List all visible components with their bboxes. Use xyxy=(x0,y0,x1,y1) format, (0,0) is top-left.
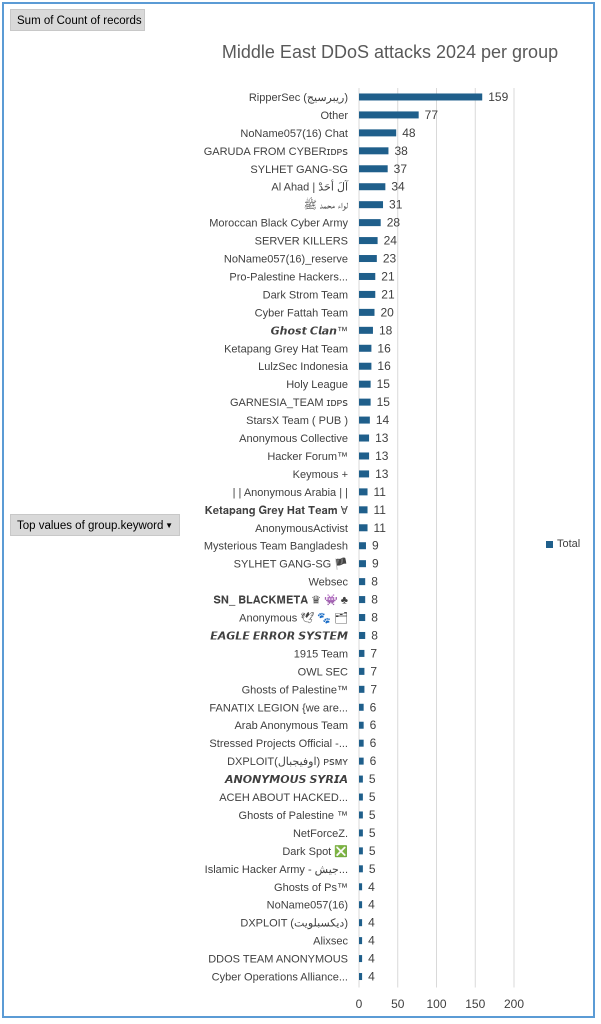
category-label: OWL SEC xyxy=(297,666,348,679)
category-label: Moroccan Black Cyber Army xyxy=(209,217,348,230)
data-label: 8 xyxy=(371,628,378,643)
category-label: Ghosts of Ps™ xyxy=(274,881,348,894)
data-label: 4 xyxy=(368,897,375,912)
data-label: 7 xyxy=(370,646,378,661)
bar xyxy=(359,955,362,962)
category-label: SYLHET GANG-SG 🏴 xyxy=(233,558,348,571)
category-label: Hacker Forum™ xyxy=(267,450,348,463)
bar xyxy=(359,865,363,872)
category-label: | | Anonymous Arabia | | xyxy=(232,486,348,499)
category-label: Holy League xyxy=(286,379,348,392)
data-label: 5 xyxy=(368,807,376,822)
bar xyxy=(359,740,364,747)
bar xyxy=(359,811,363,818)
bar xyxy=(359,560,366,567)
bar xyxy=(359,883,362,890)
bar xyxy=(359,327,373,334)
bar xyxy=(359,237,378,244)
bar xyxy=(359,829,363,836)
data-label: 34 xyxy=(391,179,405,194)
bar xyxy=(359,201,383,208)
category-label: ACEH ABOUT HACKED... xyxy=(219,792,348,805)
data-label: 48 xyxy=(402,125,416,140)
category-label: Pro-Palestine Hackers... xyxy=(229,271,348,284)
x-tick-label: 50 xyxy=(391,997,405,1011)
bar xyxy=(359,668,364,675)
bar xyxy=(359,973,362,980)
bar xyxy=(359,794,363,801)
bar xyxy=(359,524,368,531)
data-label: 5 xyxy=(368,843,376,858)
bar xyxy=(359,722,364,729)
bar xyxy=(359,506,368,513)
data-label: 16 xyxy=(377,341,391,356)
data-label: 21 xyxy=(381,287,395,302)
category-label: LulzSec Indonesia xyxy=(258,361,348,374)
x-tick-label: 200 xyxy=(503,997,525,1011)
bar xyxy=(359,596,365,603)
category-label: Arab Anonymous Team xyxy=(234,720,348,733)
category-label: DDOS TEAM ANONYMOUS xyxy=(208,953,348,966)
category-label: Islamic Hacker Army - جيش... xyxy=(204,863,348,876)
bar xyxy=(359,291,375,298)
data-label: 38 xyxy=(394,143,408,158)
bar xyxy=(359,273,375,280)
data-label: 18 xyxy=(378,323,393,338)
data-label: 4 xyxy=(368,879,375,894)
data-label: 6 xyxy=(369,754,377,769)
bar xyxy=(359,363,371,370)
category-label: AnonymousActivist xyxy=(255,522,348,535)
data-label: 37 xyxy=(393,161,408,176)
data-label: 9 xyxy=(371,538,379,553)
bar xyxy=(359,93,482,100)
category-label: Dark Spot ❎ xyxy=(282,845,348,858)
bar xyxy=(359,847,363,854)
data-label: 15 xyxy=(376,377,390,392)
category-label: 𝐒𝐍_ 𝐁𝐋𝐀𝐂𝐊𝐌𝐄𝐓𝐀 ♛ 👾 ♣ xyxy=(213,594,348,607)
category-label: SERVER KILLERS xyxy=(254,235,348,248)
data-label: 5 xyxy=(368,772,376,787)
bar xyxy=(359,650,364,657)
data-label: 4 xyxy=(368,915,375,930)
category-label: DXPLOIT(اوفيجبال) ᴘꜱᴍʏ xyxy=(227,756,348,769)
data-label: 6 xyxy=(369,700,377,715)
data-label: 4 xyxy=(368,933,375,948)
data-label: 20 xyxy=(380,305,394,320)
data-label: 8 xyxy=(371,574,378,589)
data-label: 77 xyxy=(424,107,439,122)
data-label: 15 xyxy=(376,395,390,410)
bar xyxy=(359,686,364,693)
bar xyxy=(359,219,381,226)
bar xyxy=(359,901,362,908)
category-label: StarsX Team ( PUB ) xyxy=(246,415,348,428)
category-label: NoName057(16)_reserve xyxy=(223,253,348,266)
bar xyxy=(359,381,371,388)
bar xyxy=(359,919,362,926)
data-label: 4 xyxy=(368,951,375,966)
data-label: 7 xyxy=(370,664,378,679)
bar xyxy=(359,417,370,424)
x-tick-label: 100 xyxy=(426,997,447,1011)
data-label: 16 xyxy=(377,359,391,374)
bar xyxy=(359,614,365,621)
data-label: 5 xyxy=(368,861,376,876)
chart-title: Middle East DDoS attacks 2024 per group xyxy=(221,42,559,62)
category-label: DXPLOIT (ديكسبلويت) xyxy=(240,917,348,930)
data-label: 8 xyxy=(371,610,378,625)
category-label: NoName057(16) Chat xyxy=(240,127,348,140)
category-label: FANATIX LEGION {we are... xyxy=(209,702,348,715)
bar xyxy=(359,309,375,316)
bar xyxy=(359,704,364,711)
category-label: Anonymous Collective xyxy=(239,433,348,446)
data-label: 4 xyxy=(368,969,375,984)
category-label: Cyber Fattah Team xyxy=(254,307,348,320)
category-label: 𝙂𝙝𝙤𝙨𝙩 𝘾𝙡𝙖𝙣™ xyxy=(270,325,348,338)
data-label: 28 xyxy=(386,215,401,230)
data-label: 159 xyxy=(488,89,509,104)
category-label: Ghosts of Palestine™ xyxy=(241,684,348,697)
data-label: 14 xyxy=(375,413,390,428)
data-label: 7 xyxy=(370,682,378,697)
data-label: 11 xyxy=(373,484,386,499)
data-label: 11 xyxy=(373,502,386,517)
bar xyxy=(359,399,371,406)
category-label: NoName057(16) xyxy=(266,899,348,912)
data-label: 11 xyxy=(373,520,386,535)
bar xyxy=(359,937,362,944)
bar xyxy=(359,470,369,477)
category-label: 𝙀𝘼𝙂𝙇𝙀 𝙀𝙍𝙍𝙊𝙍 𝙎𝙔𝙎𝙏𝙀𝙈 xyxy=(210,630,348,643)
bar xyxy=(359,435,369,442)
bar xyxy=(359,488,368,495)
data-label: 13 xyxy=(375,431,389,446)
bar xyxy=(359,129,396,136)
bar xyxy=(359,147,388,154)
category-label: Mysterious Team Bangladesh xyxy=(203,540,348,553)
category-label: Keymous + xyxy=(292,468,348,481)
category-label: NetForceZ. xyxy=(292,827,348,840)
category-label: GARUDA FROM CYBERɪᴅᴘꜱ xyxy=(203,145,348,158)
category-label: 𝐊𝐞𝐭𝐚𝐩𝐚𝐧𝐠 𝐆𝐫𝐞𝐲 𝐇𝐚𝐭 𝐓𝐞𝐚𝐦 ∀ xyxy=(204,504,348,517)
bar xyxy=(359,758,364,765)
data-label: 8 xyxy=(371,592,378,607)
data-label: 6 xyxy=(369,718,377,733)
bar xyxy=(359,578,365,585)
data-label: 5 xyxy=(368,825,376,840)
category-label: 𝘼𝙉𝙊𝙉𝙔𝙈𝙊𝙐𝙎 𝙎𝙔𝙍𝙄𝘼 xyxy=(225,774,348,787)
category-label: 1915 Team xyxy=(293,648,348,661)
bar xyxy=(359,542,366,549)
data-label: 9 xyxy=(371,556,379,571)
data-label: 13 xyxy=(375,466,389,481)
data-label: 21 xyxy=(381,269,395,284)
x-tick-label: 0 xyxy=(355,997,363,1011)
data-label: 13 xyxy=(375,448,389,463)
category-label: Al Ahad | آلَ أحَدْ xyxy=(271,181,348,194)
bar xyxy=(359,183,385,190)
bar xyxy=(359,111,419,118)
data-label: 6 xyxy=(369,736,377,751)
category-label: GARNESIA_TEAM ɪᴅᴘꜱ xyxy=(229,397,348,410)
category-label: لواء محمد ﷺ xyxy=(303,199,348,212)
category-label: Alixsec xyxy=(313,935,348,948)
category-label: Ghosts of Palestine ™ xyxy=(238,809,348,822)
row-field-label: Top values of group.keyword xyxy=(17,520,164,532)
category-label: Stressed Projects Official -... xyxy=(209,738,348,751)
category-label: Anonymous 🕊 🐾 🗂 xyxy=(239,612,348,625)
legend-label: Total xyxy=(557,538,581,550)
category-label: SYLHET GANG-SG xyxy=(250,163,348,176)
x-tick-label: 150 xyxy=(465,997,486,1011)
category-label: Websec xyxy=(308,576,348,589)
dropdown-arrow-icon[interactable]: ▼ xyxy=(165,521,173,530)
category-label: Dark Strom Team xyxy=(262,289,348,302)
category-label: RipperSec (ريبرسيج) xyxy=(248,91,348,104)
bar xyxy=(359,165,388,172)
bar xyxy=(359,776,363,783)
data-label: 5 xyxy=(368,790,376,805)
value-field-button[interactable]: Sum of Count of records xyxy=(10,9,145,31)
category-label: Ketapang Grey Hat Team xyxy=(224,343,348,356)
bar xyxy=(359,632,365,639)
data-label: 31 xyxy=(389,197,403,212)
data-label: 24 xyxy=(383,233,397,248)
data-label: 23 xyxy=(382,251,397,266)
category-label: Other xyxy=(320,109,348,122)
bar xyxy=(359,255,377,262)
bar xyxy=(359,345,371,352)
category-label: Cyber Operations Alliance... xyxy=(211,971,348,984)
bar xyxy=(359,452,369,459)
